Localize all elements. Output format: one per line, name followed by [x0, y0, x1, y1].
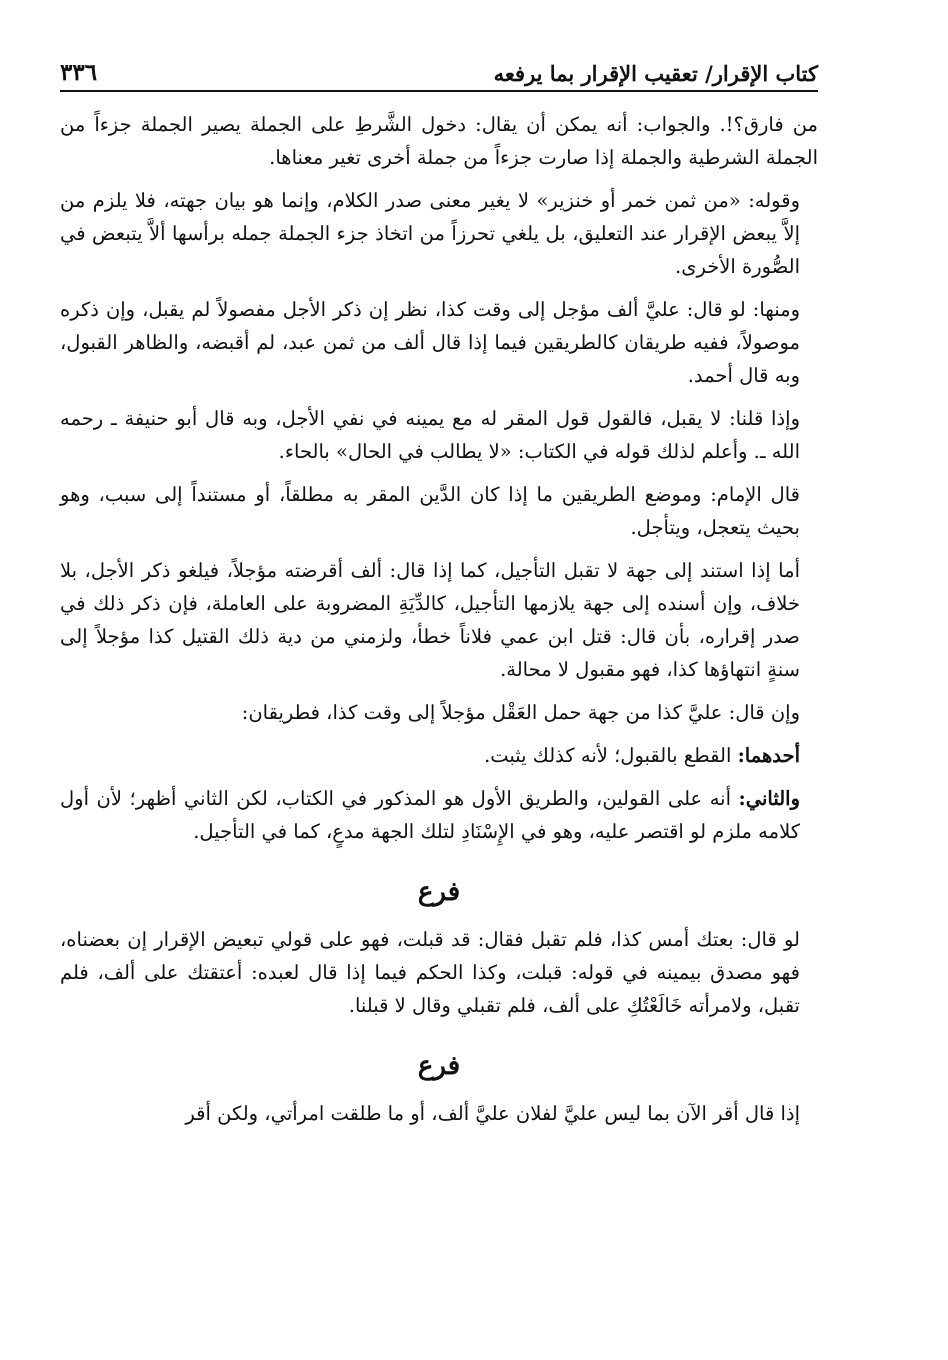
- paragraph: وإذا قلنا: لا يقبل، فالقول قول المقر له مع يمينه في نفي الأجل، وبه قال أبو حنيفة ـ رحمه الله ـ. وأعلم لذلك قوله في الكتاب: «لا يطالب في الحال» بالحاء.: [60, 407, 800, 463]
- page-number: ٣٣٦: [60, 59, 98, 86]
- section-paragraph: لو قال: بعتك أمس كذا، فلم تقبل فقال: قد قبلت، فهو على قولي تبعيض الإقرار إن بعضناه، فهو مصدق بيمينه في قوله: قبلت، وكذا الحكم فيما إذا قال لعبده: أعتقتك على ألف، فلم تقبل، ولامرأته خَالَعْتُكِ على ألف، فلم تقبلي وقال لا قبلنا.: [60, 928, 800, 1017]
- first-way-label: أحدهما:: [737, 744, 800, 767]
- page-body: [60, 108, 818, 1130]
- paragraph: قال الإمام: وموضع الطريقين ما إذا كان الدَّين المقر به مطلقاً، أو مستنداً إلى سبب، وهو بحيث يتعجل، ويتأجل.: [60, 483, 800, 539]
- first-way-text: القطع بالقبول؛ لأنه كذلك يثبت.: [484, 744, 738, 767]
- paragraph: أما إذا استند إلى جهة لا تقبل التأجيل، كما إذا قال: ألف أقرضته مؤجلاً، فيلغو ذكر الأجل، بلا خلاف، وإن أسنده إلى جهة يلازمها التأجيل، كالدِّيَةِ المضروبة على العاملة، فإن ذكر ذلك في صدر إقراره، بأن قال: قتل ابن عمي فلاناً خطأ، ولزمني من دية ذلك القتيل كذا مؤجلاً إلى سنةٍ انتهاؤها كذا، فهو مقبول لا محالة.: [60, 559, 800, 681]
- paragraph: وقوله: «من ثمن خمر أو خنزير» لا يغير معنى صدر الكلام، وإنما هو بيان جهته، فلا يلزم من إلاَّ يبعض الإقرار عند التعليق، بل يلغي تحرزاً من اتخاذ جزء الجملة جمله برأسها ألاَّ يتبعض في الصُّورة الأخرى.: [60, 189, 800, 278]
- section-heading: فرع: [417, 1051, 461, 1081]
- paragraph: ومنها: لو قال: عليَّ ألف مؤجل إلى وقت كذا، نظر إن ذكر الأجل مفصولاً لم يقبل، وإن ذكره موصولاً، ففيه طريقان كالطريقين فيما إذا قال ألف من ثمن عبد، لم أقبضه، والظاهر القبول، وبه قال أحمد.: [60, 298, 800, 387]
- paragraph-second-way: [60, 782, 818, 848]
- running-title: كتاب الإقرار/ تعقيب الإقرار بما يرفعه: [493, 61, 818, 86]
- section-heading: فرع: [417, 877, 461, 907]
- book-page: [60, 48, 818, 1140]
- paragraph: وإن قال: عليَّ كذا من جهة حمل العَقْل مؤجلاً إلى وقت كذا، فطريقان:: [241, 701, 800, 724]
- paragraph: من فارق؟!. والجواب: أنه يمكن أن يقال: دخول الشَّرطِ على الجملة يصير الجملة جزءاً من الجملة الشرطية والجملة إذا صارت جزءاً من جملة أخرى تغير معناها.: [60, 113, 818, 169]
- page-header: [60, 48, 818, 92]
- paragraph-first-way: [60, 739, 818, 772]
- second-way-text: أنه على القولين، والطريق الأول هو المذكور في الكتاب، لكن الثاني أظهر؛ لأن أول كلامه ملزم لو اقتصر عليه، وهو في الإِسْنَادِ لتلك الجهة مدعٍ، كما في التأجيل.: [60, 787, 800, 843]
- second-way-label: والثاني:: [738, 787, 800, 810]
- section-paragraph: إذا قال أقر الآن بما ليس عليَّ لفلان عليَّ ألف، أو ما طلقت امرأتي، ولكن أقر: [185, 1102, 800, 1125]
